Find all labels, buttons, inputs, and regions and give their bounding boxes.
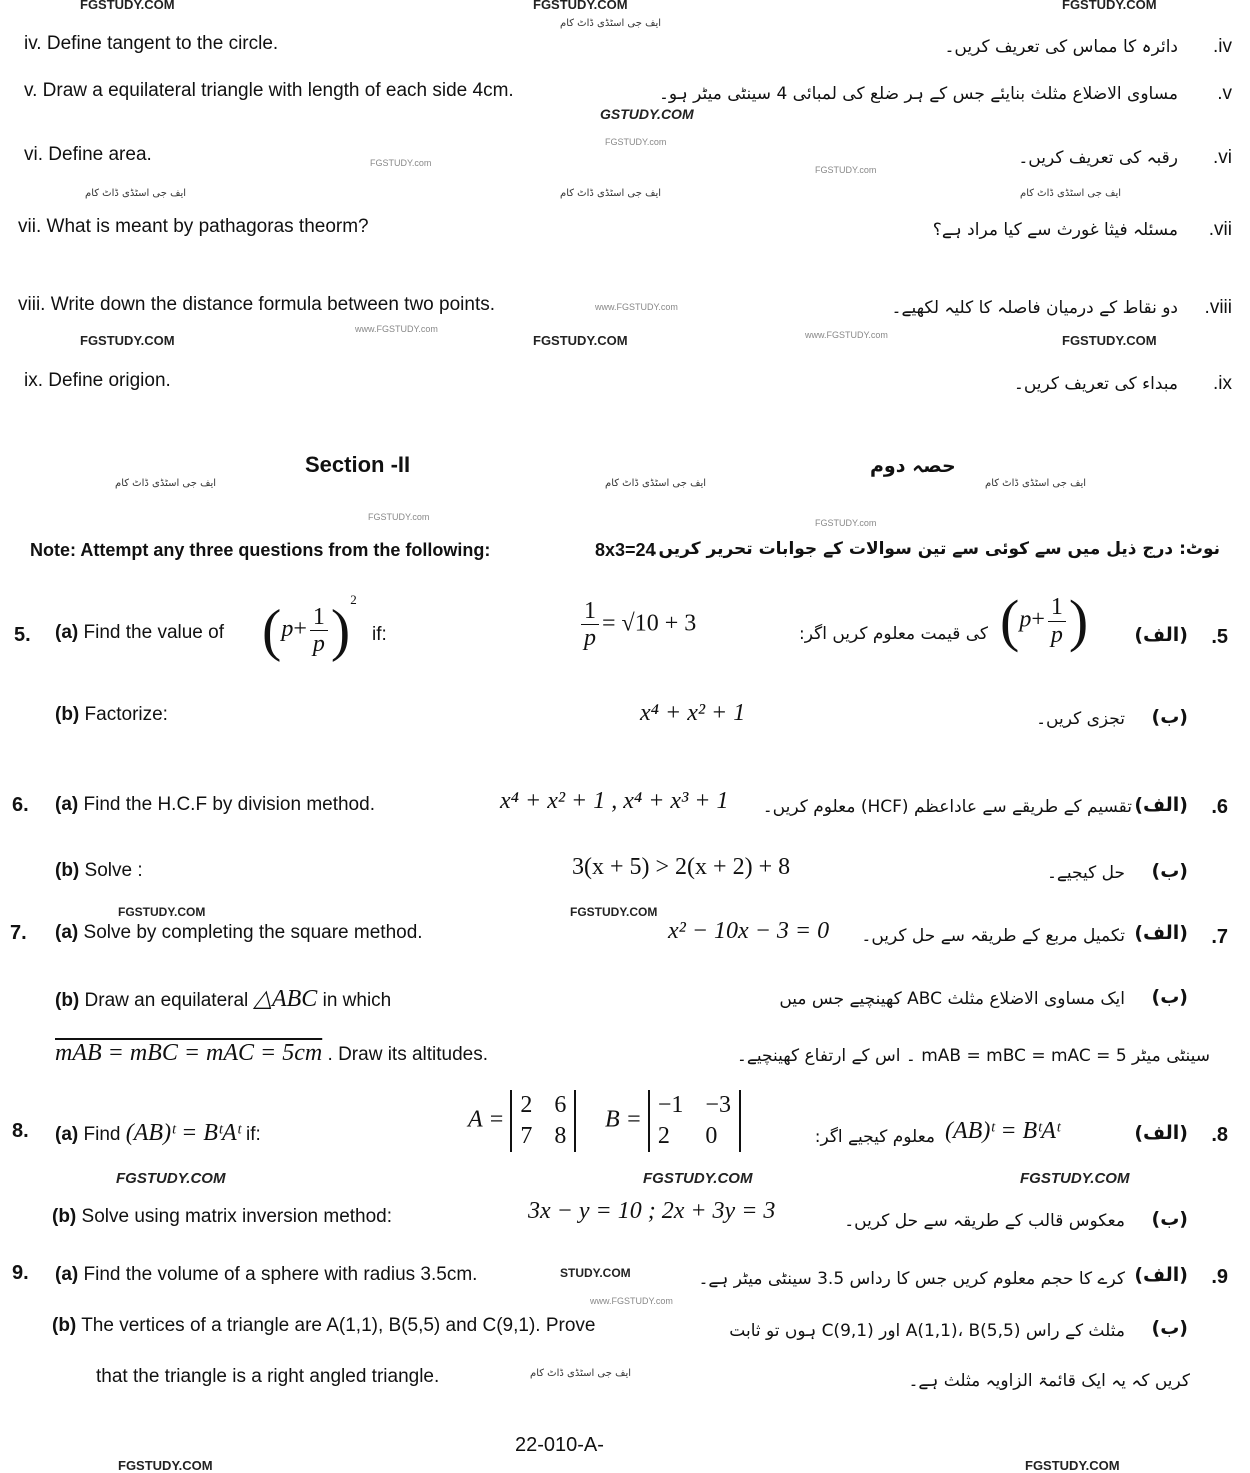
question-8b <box>52 1206 392 1228</box>
math-num: 1 <box>1048 594 1066 621</box>
question-text-urdu: کریں کہ یہ ایک قائمۃ الزاویہ مثلث ہے۔ <box>908 1371 1190 1391</box>
question-7b-line2 <box>55 1040 488 1067</box>
math-triangle: △ABC <box>253 986 318 1012</box>
question-text: Solve using matrix inversion method: <box>81 1206 393 1227</box>
part-label: (b) <box>55 860 80 881</box>
question-number-urdu: .viii <box>1204 297 1232 318</box>
watermark: FGSTUDY.COM <box>1025 1458 1120 1473</box>
question-text: Draw a equilateral triangle with length of each side 4cm. <box>42 80 514 101</box>
part-label: (a) <box>55 1124 79 1145</box>
question-number-urdu: .5 <box>1211 626 1228 648</box>
marks-text: 8x3=24 <box>595 540 656 560</box>
question-number: 6. <box>12 794 29 816</box>
question-7b <box>55 984 391 1013</box>
question-text-urdu: مثلث کے راس A(1,1)، B(5,5) اور C(9,1) ہوں تو ثابت <box>729 1321 1125 1341</box>
question-6b <box>55 860 143 882</box>
question-number-urdu: .ix <box>1213 373 1232 394</box>
math-var: p <box>281 616 294 642</box>
watermark-urdu: ایف جی اسٹڈی ڈاٹ کام <box>560 18 662 29</box>
question-text-urdu: مساوی الاضلاع مثلث بنایئے جس کے ہر ضلع کی لمبائی 4 سینٹی میٹر ہو۔ <box>658 84 1178 104</box>
question-number-urdu: .6 <box>1211 796 1228 818</box>
question-number: 8. <box>12 1120 29 1142</box>
question-number-urdu: .v <box>1217 83 1232 104</box>
matrix-cell: 0 <box>705 1123 718 1149</box>
question-text: The vertices of a triangle are A(1,1), B(5,5) and C(9,1). Prove <box>81 1315 596 1336</box>
section-title-urdu: حصہ دوم <box>870 455 956 477</box>
watermark-urdu: ایف جی اسٹڈی ڈاٹ کام <box>530 1368 632 1379</box>
part-label-urdu: (الف) <box>1134 624 1188 646</box>
short-question <box>24 370 171 392</box>
matrix-cell: −3 <box>705 1092 731 1118</box>
watermark: FGSTUDY.COM <box>1020 1170 1130 1187</box>
paper-code: 22-010-A- <box>515 1434 604 1456</box>
question-number-urdu: .9 <box>1211 1266 1228 1288</box>
watermark: www.FGSTUDY.com <box>355 324 438 334</box>
matrix-b <box>605 1090 741 1152</box>
short-question <box>18 216 369 238</box>
if-text: if: <box>245 1124 261 1145</box>
watermark-urdu: ایف جی اسٹڈی ڈاٹ کام <box>115 478 217 489</box>
watermark: FGSTUDY.com <box>815 165 877 175</box>
watermark: FGSTUDY.COM <box>116 1170 226 1187</box>
watermark-urdu: ایف جی اسٹڈی ڈاٹ کام <box>85 188 187 199</box>
question-text: Factorize: <box>84 704 168 725</box>
question-text: Find the volume of a sphere with radius 3.5cm. <box>83 1264 478 1285</box>
watermark: FGSTUDY.COM <box>80 0 175 12</box>
part-label-urdu: (ب) <box>1151 1317 1188 1339</box>
matrix-a <box>468 1090 576 1152</box>
watermark: FGSTUDY.COM <box>80 333 175 348</box>
part-label: (a) <box>55 1264 79 1285</box>
math-expression: (p+ $\frac{1}{p}$ ) <box>1000 588 1089 653</box>
question-number: vi. <box>24 144 43 165</box>
watermark-urdu: ایف جی اسٹڈی ڈاٹ کام <box>560 188 662 199</box>
part-label: (b) <box>55 704 80 725</box>
question-text-urdu: کرے کا حجم معلوم کریں جس کا رداس 3.5 سینٹی میٹر ہے۔ <box>698 1269 1125 1289</box>
matrix-cell: 6 <box>554 1092 567 1118</box>
question-8a <box>55 1120 261 1147</box>
part-label: (a) <box>55 622 79 643</box>
short-question <box>24 33 278 55</box>
question-5a <box>55 622 224 644</box>
question-text-urdu: تجزی کریں۔ <box>1036 709 1125 729</box>
matrix-cell: 2 <box>657 1123 670 1149</box>
math-op: + <box>293 616 307 642</box>
watermark: FGSTUDY.COM <box>118 1458 213 1473</box>
watermark: www.FGSTUDY.com <box>590 1296 673 1306</box>
watermark: FGSTUDY.COM <box>570 905 658 919</box>
watermark: STUDY.COM <box>560 1266 631 1280</box>
question-number: iv. <box>24 33 42 54</box>
part-label: (a) <box>55 922 79 943</box>
question-6a <box>55 794 375 816</box>
part-label-urdu: (الف) <box>1134 1264 1188 1286</box>
question-text: Solve by completing the square method. <box>83 922 423 943</box>
math-op: + <box>1031 606 1045 633</box>
part-label-urdu: (ب) <box>1151 986 1188 1008</box>
watermark: FGSTUDY.com <box>815 518 877 528</box>
question-text-urdu: معلوم کیجیے اگر: <box>814 1127 935 1147</box>
question-text-urdu: دو نقاط کے درمیان فاصلہ کا کلیہ لکھیے۔ <box>891 298 1178 318</box>
watermark: FGSTUDY.COM <box>1062 0 1157 12</box>
question-9b-line2: that the triangle is a right angled triangle. <box>96 1366 440 1387</box>
note-text-urdu: نوٹ: درج ذیل میں سے کوئی سے تین سوالات کے جوابات تحریر کریں۔ <box>648 539 1220 559</box>
watermark: FGSTUDY.COM <box>533 333 628 348</box>
question-text: Find the value of <box>83 622 224 643</box>
math-num: 1 <box>310 604 328 631</box>
part-label: (b) <box>55 990 80 1011</box>
question-number-urdu: .iv <box>1213 36 1232 57</box>
part-label-urdu: (ب) <box>1151 706 1188 728</box>
question-number-urdu: .vii <box>1208 219 1232 240</box>
watermark: FGSTUDY.COM <box>1062 333 1157 348</box>
question-number: viii. <box>18 294 46 315</box>
question-text: What is meant by pathagoras theorm? <box>46 216 369 237</box>
question-text: Define tangent to the circle. <box>46 33 279 54</box>
part-label-urdu: (الف) <box>1134 1122 1188 1144</box>
math-expression: mAB = mBC = mAC = 5cm <box>55 1040 323 1066</box>
matrix-cell: −1 <box>657 1092 684 1118</box>
watermark: FGSTUDY.com <box>368 512 430 522</box>
watermark-urdu: ایف جی اسٹڈی ڈاٹ کام <box>605 478 707 489</box>
watermark-urdu: ایف جی اسٹڈی ڈاٹ کام <box>985 478 1087 489</box>
question-7a <box>55 922 423 944</box>
math-expression <box>578 598 696 652</box>
watermark-urdu: ایف جی اسٹڈی ڈاٹ کام <box>1020 188 1122 199</box>
math-exp: 2 <box>350 592 357 607</box>
question-5b <box>55 704 168 726</box>
watermark: FGSTUDY.com <box>605 137 667 147</box>
part-label: (a) <box>55 794 79 815</box>
math-rhs: = √10 + 3 <box>602 610 697 637</box>
watermark: GSTUDY.COM <box>600 106 694 122</box>
watermark: www.FGSTUDY.com <box>805 330 888 340</box>
part-label-urdu: (الف) <box>1134 794 1188 816</box>
note-text: Note: Attempt any three questions from the following: <box>30 540 491 560</box>
question-text-urdu: تکمیل مربع کے طریقہ سے حل کریں۔ <box>861 926 1125 946</box>
question-text: Find <box>83 1124 121 1145</box>
short-question <box>18 294 495 316</box>
watermark: FGSTUDY.COM <box>643 1170 753 1187</box>
part-label: (b) <box>52 1206 77 1227</box>
if-text: if: <box>372 624 387 645</box>
math-den: p <box>1050 621 1063 648</box>
watermark: FGSTUDY.COM <box>118 905 206 919</box>
question-9a <box>55 1264 477 1286</box>
part-label-urdu: (ب) <box>1151 860 1188 882</box>
matrix-cell: 2 <box>520 1092 533 1118</box>
watermark: www.FGSTUDY.com <box>595 302 678 312</box>
question-number: vii. <box>18 216 42 237</box>
math-expression: x⁴ + x² + 1 <box>640 700 746 726</box>
math-expression: (AB)ᵗ = BᵗAᵗ <box>945 1118 1060 1144</box>
question-number: 5. <box>14 624 31 646</box>
matrix-cell: 8 <box>554 1123 567 1149</box>
part-label: (b) <box>52 1315 77 1336</box>
math-num: 1 <box>581 598 599 625</box>
question-text-urdu: کی قیمت معلوم کریں اگر: <box>799 624 988 644</box>
math-expression: (p+ $\frac{1}{p}$ )$^2$ <box>262 592 357 663</box>
question-number-urdu: .7 <box>1211 926 1228 948</box>
question-text: in which <box>322 990 392 1011</box>
question-9b <box>52 1315 596 1337</box>
question-text-urdu: مسئلہ فیثا غورث سے کیا مراد ہے؟ <box>932 220 1178 240</box>
question-text-urdu: حل کیجیے۔ <box>1046 863 1125 883</box>
question-text: . Draw its altitudes. <box>327 1044 489 1065</box>
question-number-urdu: .8 <box>1211 1124 1228 1146</box>
question-text: Define area. <box>48 144 152 165</box>
matrix-label: A = <box>468 1106 505 1133</box>
math-den: p <box>312 630 325 657</box>
math-expression: x⁴ + x² + 1 , x⁴ + x³ + 1 <box>500 788 729 814</box>
section-title: Section -II <box>305 452 411 477</box>
math-var: p <box>1019 606 1032 633</box>
question-text: Find the H.C.F by division method. <box>83 794 375 815</box>
math-expression: 3x − y = 10 ; 2x + 3y = 3 <box>528 1198 776 1224</box>
question-number: 9. <box>12 1262 29 1284</box>
question-number-urdu: .vi <box>1213 147 1232 168</box>
matrix-cell: 7 <box>520 1123 533 1149</box>
question-text: Draw an equilateral <box>84 990 249 1011</box>
short-question <box>24 144 152 166</box>
question-text-urdu: رقبہ کی تعریف کریں۔ <box>1018 148 1178 168</box>
question-text: Solve : <box>84 860 143 881</box>
math-expression: (AB)ᵗ = BᵗAᵗ <box>125 1120 241 1146</box>
watermark: FGSTUDY.com <box>370 158 432 168</box>
short-question <box>24 80 514 102</box>
question-text-urdu: ایک مساوی الاضلاع مثلث ABC کھینچیے جس میں <box>779 989 1125 1009</box>
question-number: ix. <box>24 370 43 391</box>
part-label-urdu: (الف) <box>1134 922 1188 944</box>
question-number: 7. <box>10 922 27 944</box>
matrix-label: B = <box>605 1106 642 1133</box>
question-text: Define origion. <box>48 370 171 391</box>
watermark: FGSTUDY.COM <box>533 0 628 12</box>
question-text-urdu: مبداء کی تعریف کریں۔ <box>1013 374 1178 394</box>
math-den: p <box>584 625 596 652</box>
part-label-urdu: (ب) <box>1151 1208 1188 1230</box>
question-text-urdu: معکوس قالب کے طریقہ سے حل کریں۔ <box>844 1211 1125 1231</box>
question-text-urdu: تقسیم کے طریقے سے عاداعظم (HCF) معلوم کریں۔ <box>762 797 1132 817</box>
question-text-urdu: سینٹی میٹر 5 = mAB = mBC = mAC ۔ اس کے ارتفاع کھینچیے۔ <box>736 1046 1210 1066</box>
math-expression: 3(x + 5) > 2(x + 2) + 8 <box>572 854 791 880</box>
question-number: v. <box>24 80 38 101</box>
question-text-urdu: دائرہ کا مماس کی تعریف کریں۔ <box>944 37 1178 57</box>
question-text: Write down the distance formula between two points. <box>50 294 496 315</box>
math-expression: x² − 10x − 3 = 0 <box>668 918 830 944</box>
